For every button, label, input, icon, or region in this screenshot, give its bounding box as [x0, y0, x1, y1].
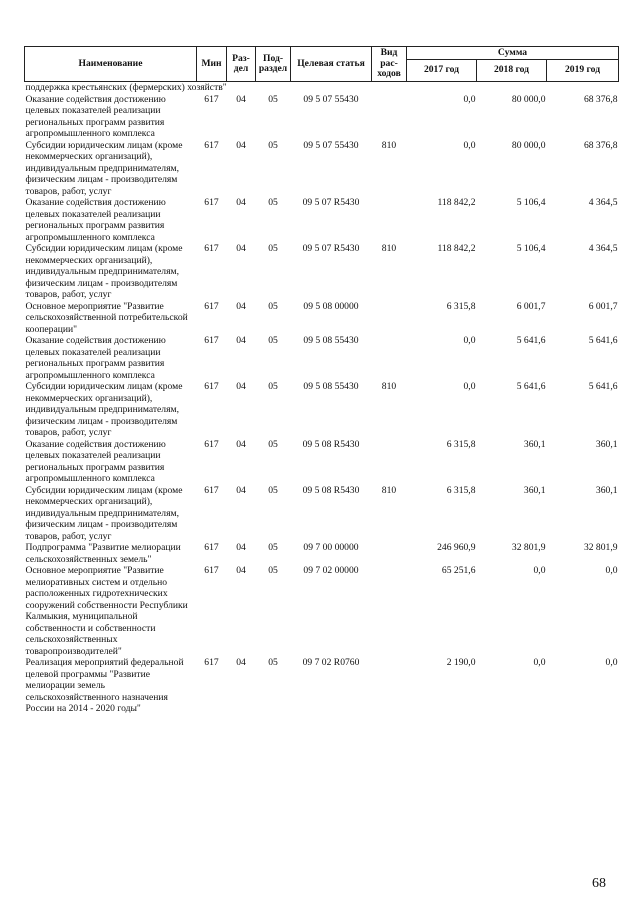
row-vid	[372, 565, 407, 657]
row-name: Субсидии юридическим лицам (кроме некоммерческих организаций), индивидуальным предпринимателям, физическим лицам - производителям товаров, работ, услуг	[25, 381, 183, 438]
row-sum-2018: 6 001,7	[516, 300, 546, 312]
row-target: 09 5 08 55430	[303, 335, 359, 346]
header-vid: Вид рас-ходов	[372, 47, 407, 82]
table-row	[25, 94, 619, 140]
row-vid: 810	[381, 484, 397, 496]
row-sum-2018: 0,0	[533, 565, 546, 576]
row-podrazdel: 05	[268, 243, 278, 254]
row-name: Субсидии юридическим лицам (кроме некоммерческих организаций), индивидуальным предпринимателям, физическим лицам - производителям товаров, работ, услуг	[25, 139, 183, 197]
row-sum-2019: 32 801,9	[583, 542, 618, 553]
row-ministry: 617	[204, 565, 219, 576]
row-target: 09 7 02 R0760	[302, 657, 360, 668]
row-target: 09 5 08 R5430	[302, 438, 360, 450]
table-row	[25, 565, 619, 657]
row-sum-2018: 360,1	[523, 484, 546, 496]
row-sum-2017: 246 960,9	[437, 542, 476, 553]
header-summa: Сумма	[407, 47, 619, 60]
row-sum-2019: 5 641,6	[588, 335, 618, 346]
row-sum-2017: 65 251,6	[441, 565, 476, 576]
row-ministry: 617	[204, 300, 219, 312]
row-target: 09 5 08 00000	[303, 300, 359, 312]
row-razdel: 04	[236, 243, 246, 254]
header-ministry: Мин	[197, 47, 227, 82]
table-row	[25, 542, 619, 565]
row-sum-2017: 118 842,2	[437, 243, 476, 254]
row-razdel: 04	[236, 93, 246, 105]
row-vid	[372, 439, 407, 485]
row-ministry: 617	[204, 381, 219, 392]
row-sum-2019: 4 364,5	[588, 243, 618, 254]
continuation-text: поддержка крестьянских (фермерских) хозяйств"	[25, 82, 227, 93]
row-vid: 810	[381, 139, 397, 151]
header-year-2019: 2019 год	[547, 60, 619, 82]
row-sum-2018: 5 106,4	[516, 197, 546, 208]
row-vid	[372, 197, 407, 243]
row-ministry: 617	[204, 335, 219, 346]
row-razdel: 04	[236, 542, 246, 553]
row-sum-2019: 4 364,5	[588, 197, 618, 208]
row-vid	[372, 94, 407, 140]
row-sum-2017: 6 315,8	[446, 438, 476, 450]
row-razdel: 04	[236, 300, 246, 312]
row-podrazdel: 05	[268, 197, 278, 208]
table-row	[25, 335, 619, 381]
continuation-row	[25, 82, 619, 94]
row-name: Основное мероприятие "Развитие сельскохозяйственной потребительской кооперации"	[25, 300, 188, 335]
row-name: Оказание содействия достижению целевых показателей реализации региональных программ развития агропромышленного комплекса	[25, 197, 166, 243]
row-vid	[372, 301, 407, 336]
row-podrazdel: 05	[268, 542, 278, 553]
row-ministry: 617	[204, 197, 219, 208]
row-podrazdel: 05	[268, 93, 278, 105]
table-row	[25, 381, 619, 439]
row-sum-2018: 80 000,0	[511, 93, 546, 105]
row-podrazdel: 05	[268, 335, 278, 346]
row-vid: 810	[381, 381, 397, 392]
row-podrazdel: 05	[268, 657, 278, 668]
row-name: Основное мероприятие "Развитие мелиоративных систем и отдельно расположенных гидротехнических сооружений собственности Республики Калмыкия, муниципальной собственности и собственности сельскохозяйственных товаропроизводителей"	[25, 565, 188, 657]
table-row	[25, 439, 619, 485]
row-razdel: 04	[236, 381, 246, 392]
row-podrazdel: 05	[268, 139, 278, 151]
row-ministry: 617	[204, 93, 219, 105]
row-razdel: 04	[236, 657, 246, 668]
row-sum-2017: 2 190,0	[446, 657, 476, 668]
header-podrazdel: Под-раздел	[256, 47, 291, 82]
row-sum-2018: 32 801,9	[511, 542, 546, 553]
row-target: 09 5 08 55430	[303, 381, 359, 392]
row-sum-2019: 6 001,7	[588, 300, 618, 312]
row-sum-2018: 0,0	[533, 657, 546, 668]
row-name: Реализация мероприятий федеральной целевой программы "Развитие мелиорации земель сельскохозяйственного назначения России на 2014 - 2020 годы"	[25, 657, 184, 714]
row-razdel: 04	[236, 335, 246, 346]
row-podrazdel: 05	[268, 381, 278, 392]
row-name: Оказание содействия достижению целевых показателей реализации региональных программ развития агропромышленного комплекса	[25, 93, 166, 139]
row-ministry: 617	[204, 139, 219, 151]
row-sum-2017: 6 315,8	[446, 484, 476, 496]
row-sum-2018: 5 641,6	[516, 335, 546, 346]
row-target: 09 5 07 R5430	[302, 243, 360, 254]
row-razdel: 04	[236, 197, 246, 208]
row-name: Субсидии юридическим лицам (кроме некоммерческих организаций), индивидуальным предпринимателям, физическим лицам - производителям товаров, работ, услуг	[25, 484, 183, 542]
row-ministry: 617	[204, 243, 219, 254]
row-target: 09 7 00 00000	[303, 542, 359, 553]
row-podrazdel: 05	[268, 484, 278, 496]
row-podrazdel: 05	[268, 565, 278, 576]
row-ministry: 617	[204, 542, 219, 553]
table-row	[25, 301, 619, 336]
page-number: 68	[592, 876, 606, 891]
row-razdel: 04	[236, 484, 246, 496]
table-row	[25, 197, 619, 243]
row-sum-2019: 0,0	[605, 657, 618, 668]
row-sum-2017: 118 842,2	[437, 197, 476, 208]
row-podrazdel: 05	[268, 438, 278, 450]
table-header	[25, 47, 619, 82]
row-ministry: 617	[204, 657, 219, 668]
row-sum-2019: 0,0	[605, 565, 618, 576]
row-target: 09 5 07 R5430	[302, 197, 360, 208]
row-target: 09 5 07 55430	[303, 93, 359, 105]
row-sum-2019: 68 376,8	[583, 93, 618, 105]
table-row	[25, 657, 619, 715]
header-year-2018: 2018 год	[477, 60, 547, 82]
row-vid	[372, 657, 407, 715]
table-body	[25, 82, 619, 715]
header-target: Целевая статья	[291, 47, 372, 82]
row-sum-2017: 0,0	[463, 335, 476, 346]
row-sum-2017: 0,0	[463, 381, 476, 392]
row-razdel: 04	[236, 139, 246, 151]
row-sum-2019: 360,1	[595, 438, 618, 450]
row-sum-2019: 68 376,8	[583, 139, 618, 151]
budget-table	[24, 46, 619, 715]
row-sum-2018: 5 641,6	[516, 381, 546, 392]
header-year-2017: 2017 год	[407, 60, 477, 82]
row-target: 09 5 08 R5430	[302, 484, 360, 496]
row-sum-2017: 0,0	[463, 93, 476, 105]
row-podrazdel: 05	[268, 300, 278, 312]
table-row	[25, 485, 619, 543]
row-razdel: 04	[236, 438, 246, 450]
row-target: 09 5 07 55430	[303, 139, 359, 151]
row-ministry: 617	[204, 484, 219, 496]
row-vid: 810	[381, 243, 397, 254]
row-vid	[372, 542, 407, 565]
row-sum-2018: 360,1	[523, 438, 546, 450]
table-row	[25, 243, 619, 301]
row-ministry: 617	[204, 438, 219, 450]
row-razdel: 04	[236, 565, 246, 576]
row-sum-2018: 5 106,4	[516, 243, 546, 254]
row-sum-2019: 360,1	[595, 484, 618, 496]
row-name: Субсидии юридическим лицам (кроме некоммерческих организаций), индивидуальным предпринимателям, физическим лицам - производителям товаров, работ, услуг	[25, 243, 183, 300]
row-sum-2017: 0,0	[463, 139, 476, 151]
row-name: Оказание содействия достижению целевых показателей реализации региональных программ развития агропромышленного комплекса	[25, 335, 166, 381]
table-row	[25, 140, 619, 198]
row-vid	[372, 335, 407, 381]
row-name: Оказание содействия достижению целевых показателей реализации региональных программ развития агропромышленного комплекса	[25, 438, 166, 484]
row-target: 09 7 02 00000	[303, 565, 359, 576]
row-sum-2018: 80 000,0	[511, 139, 546, 151]
row-sum-2019: 5 641,6	[588, 381, 618, 392]
header-name: Наименование	[25, 47, 197, 82]
row-sum-2017: 6 315,8	[446, 300, 476, 312]
header-razdel: Раз-дел	[227, 47, 256, 82]
row-name: Подпрограмма "Развитие мелиорации сельскохозяйственных земель"	[25, 542, 181, 565]
